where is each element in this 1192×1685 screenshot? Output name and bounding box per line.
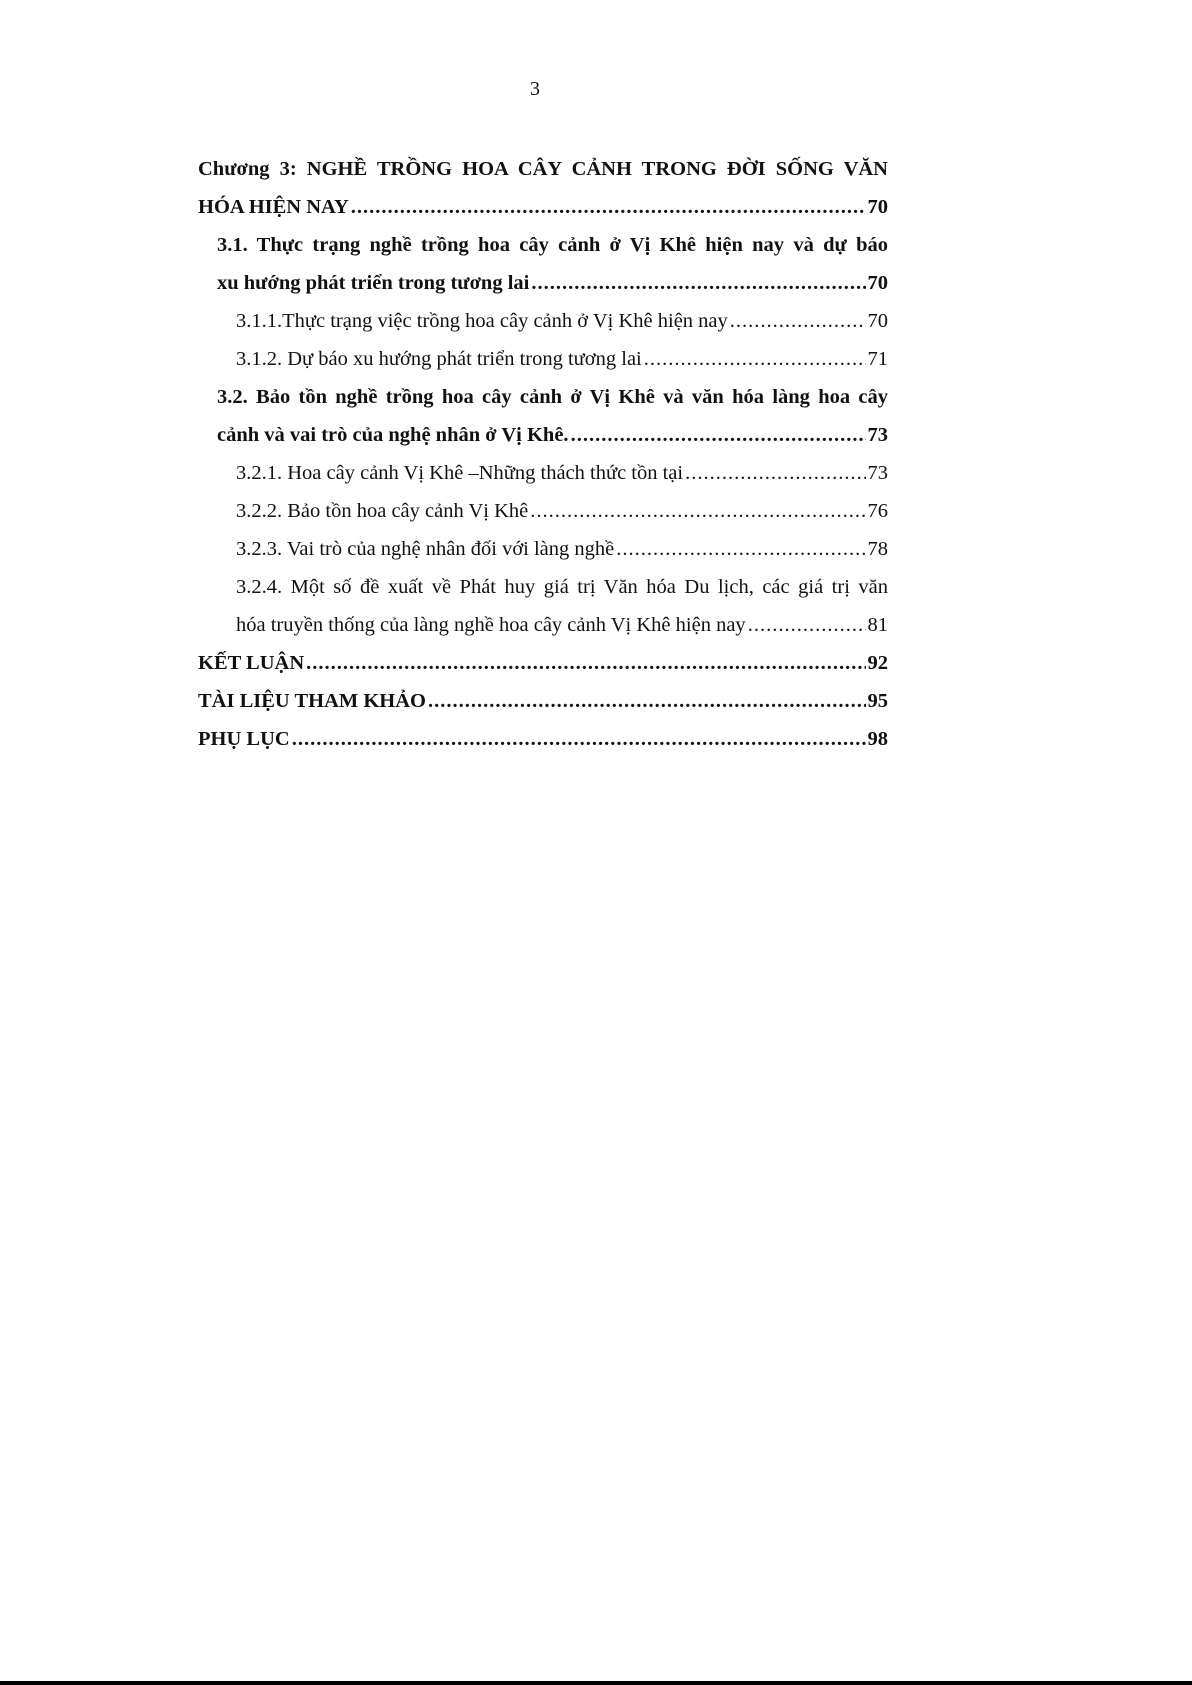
- toc-entry-text: TÀI LIỆU THAM KHẢO: [198, 690, 427, 712]
- toc-entry-3-2-4[interactable]: [236, 568, 888, 644]
- toc-entry-text: PHỤ LỤC: [198, 728, 290, 750]
- toc-entry-text: hóa truyền thống của làng nghề hoa cây cảnh Vị Khê hiện nay: [236, 614, 746, 636]
- toc-entry-text: 3.2.2. Bảo tồn hoa cây cảnh Vị Khê: [236, 500, 529, 522]
- toc-page-number: 71: [867, 348, 888, 370]
- dot-leader: [730, 302, 866, 340]
- page-number: 3: [530, 78, 540, 100]
- page-bottom-edge: [0, 1681, 1192, 1685]
- dot-leader: [292, 720, 866, 758]
- toc-page-number: 73: [867, 462, 888, 484]
- toc-entry-chapter-3[interactable]: [198, 150, 888, 226]
- table-of-contents: [198, 150, 888, 758]
- toc-entry-text: 3.2.3. Vai trò của nghệ nhân đối với làng nghề: [236, 538, 615, 560]
- toc-page-number: 70: [867, 196, 888, 218]
- dot-leader: [571, 416, 866, 454]
- toc-entry-text: xu hướng phát triển trong tương lai: [217, 272, 530, 294]
- toc-entry-tai-lieu-tham-khao[interactable]: [198, 682, 888, 720]
- toc-entry-3-2-3[interactable]: [236, 530, 888, 568]
- toc-entry-text: 3.2.4. Một số đề xuất về Phát huy giá trị Văn hóa Du lịch, các giá trị văn: [236, 576, 888, 598]
- dot-leader: [685, 454, 865, 492]
- dot-leader: [616, 530, 865, 568]
- toc-entry-3-1-2[interactable]: [236, 340, 888, 378]
- toc-page-number: 78: [867, 538, 888, 560]
- toc-entry-text: 3.1. Thực trạng nghề trồng hoa cây cảnh ở Vị Khê hiện nay và dự báo: [217, 234, 888, 256]
- dot-leader: [530, 492, 865, 530]
- toc-page-number: 73: [867, 424, 888, 446]
- toc-page-number: 95: [867, 690, 888, 712]
- dot-leader: [748, 606, 866, 644]
- toc-entry-text: 3.2.1. Hoa cây cảnh Vị Khê –Những thách thức tồn tại: [236, 462, 684, 484]
- toc-entry-text: KẾT LUẬN: [198, 652, 305, 674]
- toc-entry-text: cảnh và vai trò của nghệ nhân ở Vị Khê.: [217, 424, 569, 446]
- toc-entry-text: Chương 3: NGHỀ TRỒNG HOA CÂY CẢNH TRONG ĐỜI SỐNG VĂN: [198, 158, 888, 180]
- dot-leader: [428, 682, 865, 720]
- dot-leader: [531, 264, 865, 302]
- toc-page-number: 76: [867, 500, 888, 522]
- toc-entry-phu-luc[interactable]: [198, 720, 888, 758]
- dot-leader: [306, 644, 865, 682]
- toc-page-number: 81: [867, 614, 888, 636]
- toc-page-number: 70: [867, 272, 888, 294]
- toc-entry-3-2[interactable]: [217, 378, 888, 454]
- toc-page-number: 98: [867, 728, 888, 750]
- toc-entry-text: 3.1.1.Thực trạng việc trồng hoa cây cảnh ở Vị Khê hiện nay: [236, 310, 728, 332]
- toc-entry-3-1[interactable]: [217, 226, 888, 302]
- toc-entry-text: 3.2. Bảo tồn nghề trồng hoa cây cảnh ở Vị Khê và văn hóa làng hoa cây: [217, 386, 888, 408]
- toc-entry-3-1-1[interactable]: [236, 302, 888, 340]
- dot-leader: [351, 188, 866, 226]
- toc-entry-ket-luan[interactable]: [198, 644, 888, 682]
- toc-entry-text: HÓA HIỆN NAY: [198, 196, 349, 218]
- toc-page-number: 92: [867, 652, 888, 674]
- dot-leader: [644, 340, 866, 378]
- toc-entry-3-2-1[interactable]: [236, 454, 888, 492]
- toc-page-number: 70: [867, 310, 888, 332]
- toc-entry-text: 3.1.2. Dự báo xu hướng phát triển trong tương lai: [236, 348, 642, 370]
- toc-entry-3-2-2[interactable]: [236, 492, 888, 530]
